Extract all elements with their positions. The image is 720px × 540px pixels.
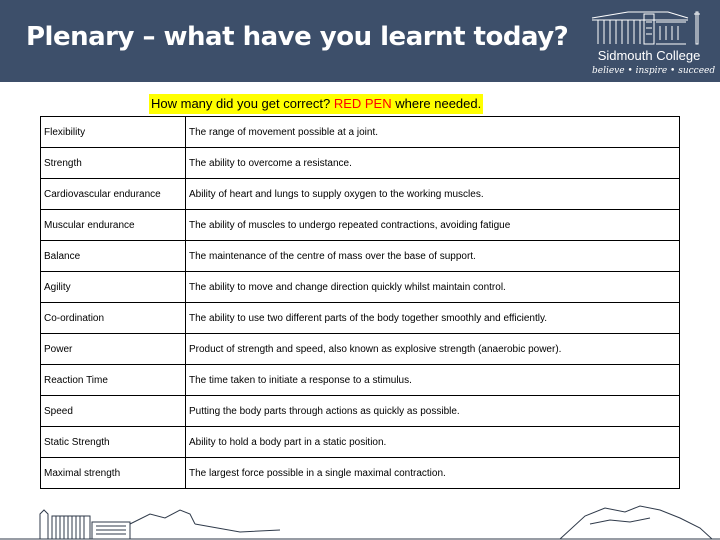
definition-cell: The ability to overcome a resistance. — [186, 148, 680, 179]
term-cell: Power — [41, 334, 186, 365]
definition-cell: The time taken to initiate a response to a stimulus. — [186, 365, 680, 396]
definitions-table — [40, 116, 680, 489]
table-row — [41, 334, 680, 365]
college-building-icon — [588, 8, 710, 48]
term-cell: Muscular endurance — [41, 210, 186, 241]
table-row — [41, 241, 680, 272]
term-cell: Maximal strength — [41, 458, 186, 489]
definition-cell: The range of movement possible at a joint. — [186, 117, 680, 148]
table-row — [41, 427, 680, 458]
table-row — [41, 396, 680, 427]
definition-cell: The largest force possible in a single maximal contraction. — [186, 458, 680, 489]
instruction-highlight: RED PEN — [333, 96, 392, 111]
term-cell: Balance — [41, 241, 186, 272]
term-cell: Static Strength — [41, 427, 186, 458]
definition-cell: Putting the body parts through actions as quickly as possible. — [186, 396, 680, 427]
definition-cell: The ability to use two different parts of the body together smoothly and efficiently. — [186, 303, 680, 334]
college-logo — [588, 8, 716, 78]
college-name: Sidmouth College — [597, 48, 701, 63]
instruction-banner — [149, 94, 483, 114]
header-banner — [0, 0, 720, 82]
table-row — [41, 365, 680, 396]
term-cell: Strength — [41, 148, 186, 179]
definition-cell: The ability to move and change direction quickly whilst maintain control. — [186, 272, 680, 303]
definition-cell: The ability of muscles to undergo repeated contractions, avoiding fatigue — [186, 210, 680, 241]
college-tagline: believe • inspire • succeed — [592, 66, 716, 76]
table-row — [41, 179, 680, 210]
term-cell: Cardiovascular endurance — [41, 179, 186, 210]
definition-cell: The maintenance of the centre of mass over the base of support. — [186, 241, 680, 272]
table-row — [41, 210, 680, 241]
instruction-text-after: where needed. — [391, 96, 482, 111]
page-title: Plenary – what have you learnt today? — [26, 22, 569, 52]
definition-cell: Ability to hold a body part in a static position. — [186, 427, 680, 458]
term-cell: Agility — [41, 272, 186, 303]
table-row — [41, 272, 680, 303]
term-cell: Speed — [41, 396, 186, 427]
table-row — [41, 458, 680, 489]
table-row — [41, 303, 680, 334]
definition-cell: Ability of heart and lungs to supply oxygen to the working muscles. — [186, 179, 680, 210]
table-row — [41, 117, 680, 148]
table-row — [41, 148, 680, 179]
term-cell: Reaction Time — [41, 365, 186, 396]
definition-cell: Product of strength and speed, also known as explosive strength (anaerobic power). — [186, 334, 680, 365]
term-cell: Flexibility — [41, 117, 186, 148]
instruction-text-before: How many did you get correct? — [151, 96, 334, 111]
coastline-skyline-icon — [0, 494, 720, 540]
term-cell: Co-ordination — [41, 303, 186, 334]
